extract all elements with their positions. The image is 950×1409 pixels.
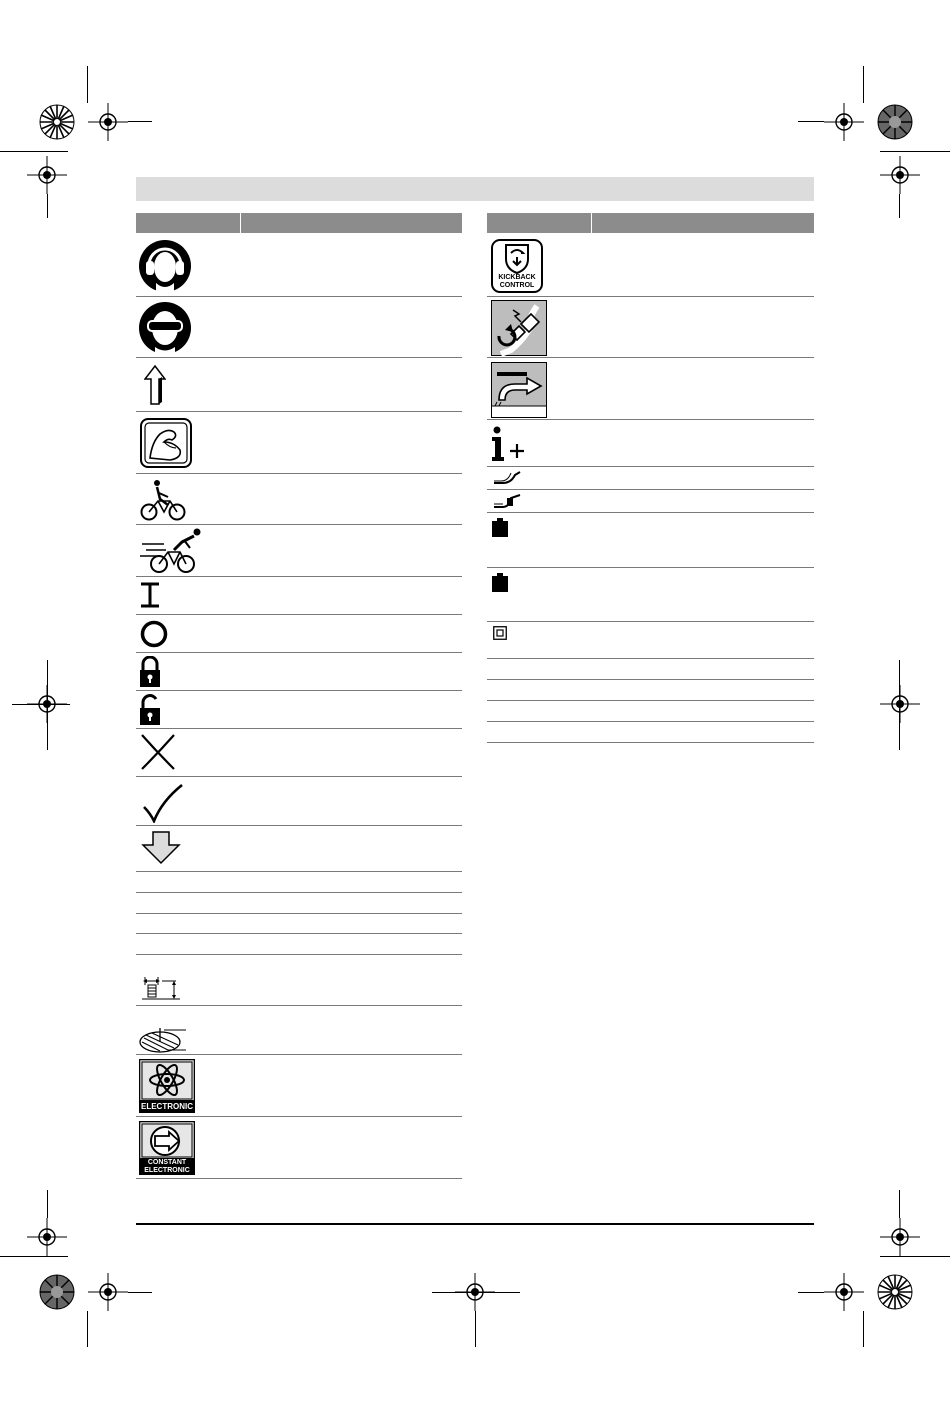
weight-icon <box>492 573 508 592</box>
row-divider <box>136 728 462 729</box>
crop-line <box>128 1292 152 1293</box>
row-divider <box>487 419 814 420</box>
crop-line <box>0 1256 68 1257</box>
registration-mark-bottom-left-crosshair <box>27 1218 67 1256</box>
crop-line <box>47 1190 48 1218</box>
crop-line <box>899 660 900 750</box>
row-divider <box>487 466 814 467</box>
registration-mark-top-left-starburst <box>38 103 76 141</box>
crop-line <box>12 704 70 705</box>
crop-line <box>798 121 824 122</box>
row-divider <box>487 357 814 358</box>
eye-protection-icon <box>138 301 192 355</box>
registration-mark-bottom-left-starburst <box>38 1273 76 1311</box>
row-divider <box>136 776 462 777</box>
row-divider <box>487 296 814 297</box>
power-plug-icon <box>491 300 547 356</box>
crop-line <box>47 194 48 218</box>
table-header <box>136 213 462 233</box>
crop-line <box>87 1311 88 1347</box>
crop-line <box>432 1292 520 1293</box>
registration-mark-right-crosshair <box>880 156 920 194</box>
row-divider <box>487 721 814 722</box>
row-divider <box>136 473 462 474</box>
row-divider <box>487 742 814 743</box>
registration-mark-top-right-starburst <box>876 103 914 141</box>
registration-mark-bottom-right-crosshair-2 <box>824 1273 864 1311</box>
disc-thread-icon <box>138 1026 188 1054</box>
ear-protection-icon <box>138 239 192 293</box>
kickback-label-1: KICKBACK <box>498 274 536 281</box>
constant-electronic-label-2: ELECTRONIC <box>144 1167 190 1174</box>
arrow-up-icon <box>144 365 166 405</box>
row-divider <box>136 1005 462 1006</box>
row-divider <box>136 576 462 577</box>
table-header <box>487 213 814 233</box>
low-gear-icon <box>493 469 521 485</box>
registration-mark-left-crosshair <box>27 156 67 194</box>
row-divider <box>487 679 814 680</box>
arrow-down-icon <box>141 831 181 865</box>
constant-electronic-label-1: CONSTANT <box>147 1159 187 1166</box>
switch-on-symbol-icon <box>139 582 161 608</box>
cross-mark-icon <box>140 733 176 771</box>
hose-connection-icon <box>491 362 547 418</box>
switch-off-symbol-icon <box>139 620 169 648</box>
crop-line <box>899 194 900 218</box>
row-divider <box>487 512 814 513</box>
crop-line <box>87 66 88 103</box>
crop-line <box>880 1256 950 1257</box>
crop-line <box>0 151 68 152</box>
row-divider <box>136 652 462 653</box>
slow-bicycle-icon <box>140 479 186 521</box>
crop-line <box>475 1311 476 1347</box>
row-divider <box>487 700 814 701</box>
header-cell-symbol <box>487 213 592 233</box>
tool-dimension-icon <box>142 975 180 1003</box>
muscle-arm-icon <box>140 418 192 468</box>
info-plus-icon <box>491 426 527 462</box>
row-divider <box>136 871 462 872</box>
lock-open-icon <box>139 694 161 726</box>
kickback-control-icon <box>491 239 543 293</box>
row-divider <box>136 913 462 914</box>
registration-mark-bottom-left-crosshair-2 <box>88 1273 128 1311</box>
left-symbol-table <box>136 213 462 1179</box>
check-mark-icon <box>142 783 184 823</box>
registration-mark-bottom-right-crosshair <box>880 1218 920 1256</box>
registration-mark-top-right-crosshair <box>824 103 864 141</box>
kickback-label-2: CONTROL <box>499 282 535 289</box>
crop-line <box>880 151 950 152</box>
header-cell-meaning <box>592 213 814 233</box>
crop-line <box>128 121 152 122</box>
row-divider <box>136 690 462 691</box>
registration-mark-mid-right-crosshair <box>880 685 920 723</box>
row-divider <box>487 658 814 659</box>
row-divider <box>487 621 814 622</box>
right-symbol-table <box>487 213 814 743</box>
row-divider <box>136 1116 462 1117</box>
constant-electronic-badge-icon <box>139 1121 195 1175</box>
high-gear-icon <box>493 492 521 508</box>
registration-mark-bottom-right-starburst <box>876 1273 914 1311</box>
row-divider <box>487 567 814 568</box>
row-divider <box>136 933 462 934</box>
lock-closed-icon <box>139 656 161 688</box>
row-divider <box>136 357 462 358</box>
row-divider <box>136 1054 462 1055</box>
crop-line <box>899 1190 900 1218</box>
header-cell-meaning <box>241 213 462 233</box>
row-divider <box>136 825 462 826</box>
row-divider <box>136 411 462 412</box>
registration-mark-top-left-crosshair <box>88 103 128 141</box>
crop-line <box>798 1292 824 1293</box>
row-divider <box>487 489 814 490</box>
crop-line <box>863 66 864 103</box>
electronic-badge-icon <box>139 1059 195 1113</box>
header-cell-symbol <box>136 213 241 233</box>
page-header-band <box>136 177 814 201</box>
electronic-badge-label: ELECTRONIC <box>141 1102 193 1111</box>
row-divider <box>136 892 462 893</box>
crop-line <box>47 660 48 750</box>
row-divider <box>136 296 462 297</box>
fast-bicycle-icon <box>140 528 202 574</box>
protection-class-icon <box>493 626 507 640</box>
row-divider <box>136 954 462 955</box>
row-divider <box>136 524 462 525</box>
row-divider <box>136 1178 462 1179</box>
page-footer-rule <box>136 1223 814 1225</box>
weight-icon <box>492 518 508 537</box>
crop-line <box>863 1311 864 1347</box>
row-divider <box>136 614 462 615</box>
